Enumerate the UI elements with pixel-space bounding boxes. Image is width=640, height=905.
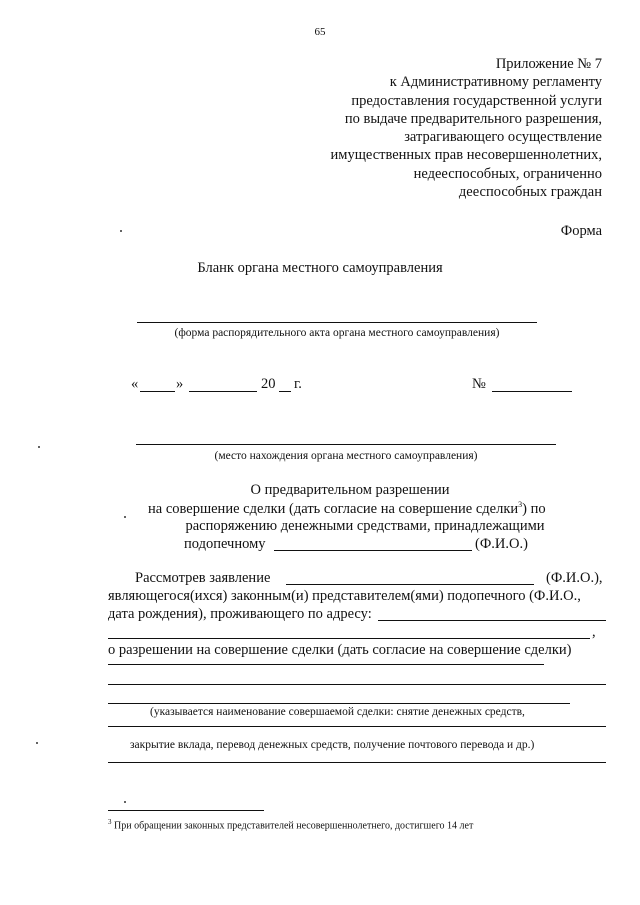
scan-speck [36, 742, 38, 744]
appendix-line: к Административному регламенту [389, 74, 602, 91]
quote-close: » [176, 376, 184, 392]
footnote-mark: 3 [108, 818, 112, 826]
scan-speck [38, 446, 40, 448]
deal-caption-2: закрытие вклада, перевод денежных средств, получение почтового перевода и др.) [130, 739, 535, 751]
address-line-2 [108, 638, 590, 639]
footnote [108, 818, 473, 831]
number-line [492, 391, 572, 392]
scan-speck [124, 516, 126, 518]
heading-line-4-label: подопечному [184, 536, 266, 552]
appendix-line: затрагивающего осуществление [404, 129, 602, 146]
appendix-line: имущественных прав несовершеннолетних, [330, 147, 602, 164]
address-line-1 [378, 620, 606, 621]
scan-speck [124, 801, 126, 803]
year-line [279, 391, 291, 392]
deal-line-2 [108, 684, 606, 685]
act-form-caption: (форма распорядительного акта органа местного самоуправления) [174, 327, 500, 339]
act-form-line [137, 322, 537, 323]
body-line-5: о разрешении на совершение сделки (дать согласие на совершение сделки) [108, 642, 572, 658]
deal-line-4 [108, 726, 606, 727]
ward-name-line [274, 550, 472, 551]
heading-line-4-fio: (Ф.И.О.) [475, 536, 528, 552]
year-suffix: г. [294, 376, 302, 392]
month-line [189, 391, 257, 392]
applicant-line [286, 584, 534, 585]
page-number: 65 [314, 26, 326, 38]
quote-open: « [131, 376, 139, 392]
appendix-line: дееспособных граждан [458, 184, 602, 201]
deal-caption-1: (указывается наименование совершаемой сделки: снятие денежных средств, [150, 706, 525, 718]
body-comma: , [592, 624, 596, 640]
scan-speck [120, 230, 122, 232]
heading-line-2-text: на совершение сделки (дать согласие на совершение сделки [148, 500, 519, 517]
heading-line-3: распоряжению денежными средствами, принадлежащими [185, 518, 545, 534]
deal-line-3 [108, 703, 570, 704]
footnote-text: При обращении законных представителей несовершеннолетнего, достигшего 14 лет [114, 820, 474, 832]
year-prefix: 20 [261, 376, 276, 392]
heading-line-2 [148, 500, 546, 518]
body-considered: Рассмотрев заявление [135, 570, 271, 586]
blank-title: Бланк органа местного самоуправления [197, 260, 443, 276]
location-line [136, 444, 556, 445]
form-label: Форма [560, 223, 602, 239]
appendix-line: недееспособных, ограниченно [413, 165, 602, 182]
body-fio: (Ф.И.О.), [546, 570, 603, 586]
heading-line-2-end: ) по [522, 500, 546, 517]
appendix-line: предоставления государственной услуги [351, 92, 602, 109]
appendix-line: Приложение № 7 [495, 56, 602, 72]
body-line-2: являющегося(ихся) законным(и) представителем(ями) подопечного (Ф.И.О., [108, 588, 581, 604]
deal-line-5 [108, 762, 606, 763]
number-sign: № [472, 376, 486, 392]
heading-line-1: О предварительном разрешении [250, 482, 450, 498]
appendix-header [331, 55, 602, 201]
deal-line-1 [108, 664, 544, 665]
day-line [140, 391, 175, 392]
location-caption: (место нахождения органа местного самоуправления) [214, 450, 478, 462]
body-line-3: дата рождения), проживающего по адресу: [108, 606, 372, 622]
footnote-separator [108, 810, 264, 811]
appendix-line: по выдаче предварительного разрешения, [344, 110, 602, 127]
footnote-ref: 3 [518, 500, 523, 509]
